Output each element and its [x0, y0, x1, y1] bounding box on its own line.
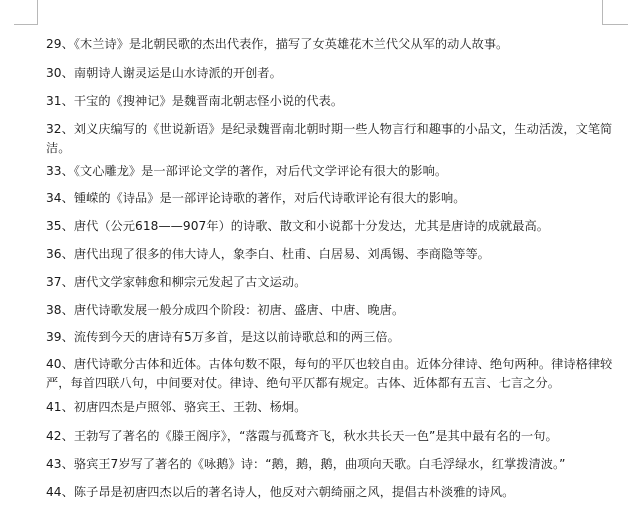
crop-mark-top-right-vertical — [602, 0, 603, 24]
list-item: 30、南朝诗人谢灵运是山水诗派的开创者。 — [46, 66, 282, 80]
crop-mark-top-right-horizontal — [602, 24, 628, 25]
list-item: 40、唐代诗歌分古体和近体。古体句数不限，每句的平仄也较自由。近体分律诗、绝句两种。律诗格律较严，每首四联八句，中间要对仗。律诗、绝句平仄都有规定。古体、近体都有五言、七言之分。 — [46, 357, 613, 390]
list-item: 43、骆宾王7岁写了著名的《咏鹅》诗：“鹅，鹅，鹅，曲项向天歌。白毛浮绿水，红掌拨清波。” — [46, 457, 566, 471]
list-item: 35、唐代（公元618——907年）的诗歌、散文和小说都十分发达，尤其是唐诗的成就最高。 — [46, 219, 549, 233]
list-item: 42、王勃写了著名的《滕王阁序》，“落霞与孤鹜齐飞，秋水共长天一色”是其中最有名的一句。 — [46, 429, 558, 443]
list-item: 32、刘义庆编写的《世说新语》是纪录魏晋南北朝时期一些人物言行和趣事的小品文，生动活泼，文笔简洁。 — [46, 122, 613, 155]
list-item: 37、唐代文学家韩愈和柳宗元发起了古文运动。 — [46, 275, 307, 289]
crop-mark-top-left-vertical — [37, 0, 38, 24]
list-item: 29、《木兰诗》是北朝民歌的杰出代表作，描写了女英雄花木兰代父从军的动人故事。 — [46, 37, 509, 51]
crop-mark-top-left-horizontal — [14, 24, 38, 25]
list-item: 41、初唐四杰是卢照邻、骆宾王、王勃、杨炯。 — [46, 400, 307, 414]
list-item: 31、干宝的《搜神记》是魏晋南北朝志怪小说的代表。 — [46, 94, 344, 108]
list-item: 34、锺嵘的《诗品》是一部评论诗歌的著作，对后代诗歌评论有很大的影响。 — [46, 191, 466, 205]
list-item: 36、唐代出现了很多的伟大诗人，象李白、杜甫、白居易、刘禹锡、李商隐等等。 — [46, 247, 490, 261]
list-item: 38、唐代诗歌发展一般分成四个阶段：初唐、盛唐、中唐、晚唐。 — [46, 303, 405, 317]
list-item: 33、《文心雕龙》是一部评论文学的著作，对后代文学评论有很大的影响。 — [46, 164, 448, 178]
list-item: 44、陈子昂是初唐四杰以后的著名诗人，他反对六朝绮丽之风，提倡古朴淡雅的诗风。 — [46, 485, 515, 499]
list-item: 39、流传到今天的唐诗有5万多首，是这以前诗歌总和的两三倍。 — [46, 330, 400, 344]
